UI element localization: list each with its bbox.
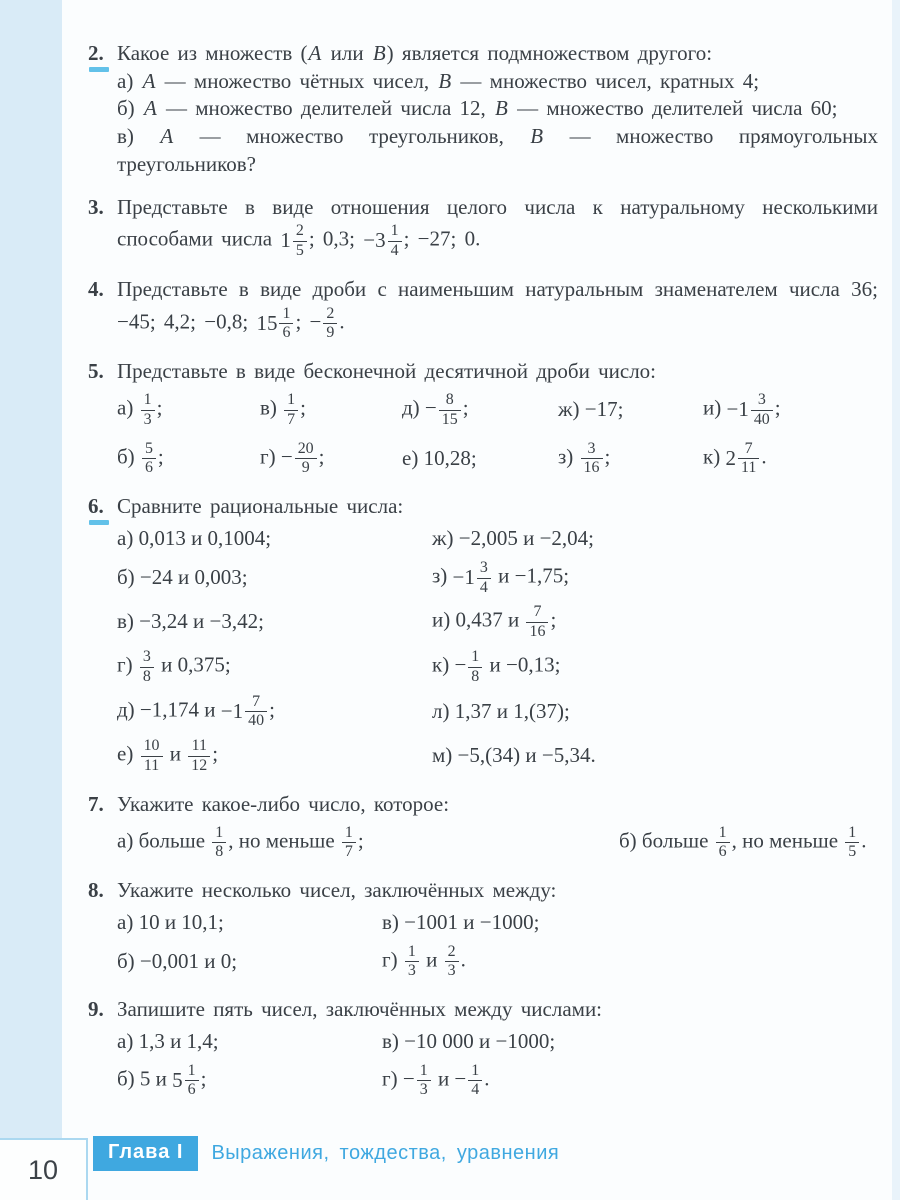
set-variable: A	[142, 68, 156, 93]
text-run: , но меньше	[731, 828, 844, 853]
task-item	[382, 1061, 878, 1101]
fraction-numerator: 2	[447, 942, 456, 960]
fraction-numerator: 2	[295, 222, 304, 240]
fraction-stack	[388, 222, 402, 261]
fraction	[210, 823, 228, 863]
task-subitems	[117, 1028, 878, 1100]
text-run: .	[484, 1066, 490, 1091]
fraction-denominator: 4	[388, 241, 402, 261]
text-run: ; −27; 0.	[403, 226, 481, 251]
fraction-whole-part: 2	[725, 445, 736, 470]
text-run: ж) −17;	[558, 396, 624, 421]
fraction-stack	[526, 603, 548, 642]
text-run: е) 10,28;	[402, 445, 477, 470]
fraction	[340, 823, 358, 863]
set-variable: B	[372, 41, 386, 65]
text-run: — множество чисел, кратных 4;	[452, 68, 760, 93]
task	[88, 276, 878, 343]
fraction-denominator: 3	[141, 410, 155, 430]
task-item	[117, 564, 432, 592]
text-run: в)	[260, 395, 283, 420]
fraction	[403, 942, 421, 982]
task-item	[117, 909, 382, 937]
fraction-denominator: 6	[142, 458, 156, 478]
task-item	[117, 647, 432, 687]
task-body	[117, 194, 878, 261]
fraction-denominator: 4	[468, 1080, 482, 1100]
task-body	[117, 996, 878, 1100]
fraction-numerator: 1	[215, 823, 224, 841]
task-item	[432, 742, 878, 770]
task-text	[117, 493, 878, 521]
task-body	[117, 493, 878, 776]
page-number-box	[0, 1138, 88, 1200]
text-run: г)	[117, 652, 138, 677]
text-run: ;	[462, 395, 469, 420]
chapter-title: Выражения, тождества, уравнения	[211, 1142, 560, 1164]
text-run: а) 1,3 и 1,4;	[117, 1028, 219, 1053]
text-run: ;	[357, 828, 364, 853]
text-run: ;	[269, 697, 275, 722]
text-run: Запишите пять чисел, заключённых между числами:	[117, 997, 603, 1022]
fraction-numerator: 1	[282, 304, 291, 322]
task-subitems	[117, 823, 878, 863]
task-item	[432, 525, 878, 553]
text-run: г)	[382, 947, 403, 972]
set-variable: A	[143, 96, 157, 121]
fraction	[466, 647, 484, 687]
fraction-stack	[185, 1062, 199, 1101]
fraction-stack	[477, 559, 491, 598]
task-text	[117, 194, 878, 261]
fraction	[139, 736, 165, 776]
task-text	[117, 358, 878, 386]
text-run: в) −3,24 и −3,42;	[117, 609, 264, 634]
fraction-numerator: 1	[407, 942, 416, 960]
task-text	[117, 791, 878, 819]
task-key-marker	[89, 67, 109, 72]
fraction-denominator: 7	[284, 410, 298, 430]
fraction-denominator: 4	[477, 578, 491, 598]
task-item	[117, 439, 260, 479]
task-number	[88, 276, 117, 343]
task-number	[88, 877, 117, 981]
fraction-stack	[279, 305, 293, 344]
page-number: 10	[27, 1154, 59, 1185]
task-subitems	[117, 909, 878, 981]
text-run: б)	[117, 96, 143, 121]
text-run: ; −	[295, 309, 322, 334]
fraction-numerator: 1	[419, 1061, 428, 1079]
task-item	[558, 396, 703, 424]
text-run: Какое из множеств (	[117, 41, 308, 65]
fraction-numerator: 1	[187, 1061, 196, 1079]
exercise-list	[88, 40, 878, 1115]
text-run: л) 1,37 и 1,(37);	[432, 698, 570, 723]
task-body	[117, 40, 878, 179]
text-run: б) −0,001 и 0;	[117, 948, 238, 973]
task-item	[117, 736, 432, 776]
fraction-stack	[142, 440, 156, 479]
task-item	[432, 698, 878, 726]
task-item	[703, 390, 878, 430]
text-run: д) −	[402, 395, 437, 420]
fraction-denominator: 16	[581, 458, 603, 478]
fraction	[138, 647, 156, 687]
fraction-denominator: 40	[751, 410, 773, 430]
task-item	[558, 439, 703, 479]
fraction	[579, 439, 605, 479]
task-text	[117, 276, 878, 343]
fraction	[714, 823, 732, 863]
fraction-denominator: 8	[212, 842, 226, 862]
text-run: б)	[117, 444, 140, 469]
fraction	[443, 942, 461, 982]
fraction-numerator: 1	[287, 391, 296, 408]
fraction-numerator: 7	[533, 603, 542, 621]
text-run: д) −1,174 и	[117, 697, 221, 722]
fraction-numerator: 1	[471, 647, 480, 665]
text-run: з)	[558, 444, 579, 469]
task	[88, 194, 878, 261]
fraction-stack	[141, 737, 163, 776]
text-run: и	[164, 741, 187, 766]
fraction-numerator: 10	[143, 737, 160, 755]
page-left-margin	[0, 0, 62, 1138]
fraction-denominator: 11	[738, 458, 759, 478]
fraction-numerator: 11	[191, 737, 207, 755]
text-run: к) −	[432, 652, 467, 677]
text-run: .	[460, 947, 466, 972]
text-run: — множество чётных чисел,	[156, 68, 438, 93]
text-run: .	[861, 828, 867, 853]
text-run: и −0,13;	[484, 652, 561, 677]
text-run: б) больше	[619, 828, 714, 853]
text-run: и −1,75;	[492, 563, 570, 588]
fraction	[843, 823, 861, 863]
task-key-marker	[89, 520, 109, 525]
text-run: и) 0,437 и	[432, 607, 525, 632]
fraction	[524, 602, 550, 642]
task-number	[88, 996, 117, 1100]
fraction-denominator: 3	[417, 1080, 431, 1100]
fraction	[415, 1061, 433, 1101]
text-run: и 0,375;	[155, 652, 231, 677]
set-variable: B	[530, 124, 544, 149]
text-run: и −	[432, 1066, 467, 1091]
task-item	[382, 942, 878, 982]
task-item	[703, 439, 878, 479]
text-run: и)	[703, 395, 727, 420]
fraction	[186, 736, 212, 776]
fraction-numerator: 3	[757, 391, 766, 408]
task	[88, 358, 878, 478]
task-text	[117, 40, 878, 68]
fraction-stack	[293, 222, 307, 261]
text-run: в)	[117, 124, 160, 149]
chapter-line	[93, 1136, 559, 1171]
task-item	[117, 525, 432, 553]
fraction-numerator: 5	[144, 439, 153, 457]
task	[88, 996, 878, 1100]
task-number	[88, 40, 117, 179]
text-run: ;	[157, 444, 164, 469]
fraction-stack	[188, 737, 210, 776]
fraction-whole-part: −1	[452, 564, 475, 589]
text-run: ;	[774, 395, 781, 420]
fraction	[293, 439, 319, 479]
text-run: Сравните рациональные числа:	[117, 494, 404, 519]
task-text	[117, 996, 878, 1024]
fraction-denominator: 3	[405, 961, 419, 981]
fraction	[437, 390, 463, 430]
task-item	[117, 1061, 382, 1101]
text-run: .	[761, 444, 767, 469]
text-run: з)	[432, 563, 453, 588]
fraction	[139, 390, 157, 430]
task-item	[619, 823, 878, 863]
text-run: ;	[212, 741, 219, 766]
fraction	[256, 304, 295, 344]
text-run: ;	[550, 607, 557, 632]
fraction-stack	[323, 305, 337, 344]
task-body	[117, 791, 878, 862]
fraction-whole-part: −1	[726, 396, 749, 421]
fraction-denominator: 7	[342, 842, 356, 862]
task-body	[117, 358, 878, 478]
fraction	[363, 221, 403, 261]
fraction-numerator: 3	[142, 647, 151, 665]
page-right-edge	[892, 0, 900, 1200]
text-run: в) −1001 и −1000;	[382, 909, 540, 934]
task-subitems	[117, 525, 878, 776]
text-run: — множество прямоугольных треугольников?	[117, 124, 878, 176]
page-footer	[0, 1134, 900, 1200]
text-run: а) 0,013 и 0,1004;	[117, 525, 272, 550]
task-number-label: 2.	[88, 41, 104, 65]
text-run: а) 10 и 10,1;	[117, 909, 224, 934]
task-number-label: 7.	[88, 791, 104, 816]
task-item	[432, 647, 878, 687]
fraction	[280, 221, 308, 261]
text-run: и	[420, 947, 443, 972]
task-number-label: 9.	[88, 997, 104, 1022]
fraction-stack	[845, 824, 859, 863]
text-run: ) является подмножеством другого:	[386, 41, 713, 65]
fraction-denominator: 40	[245, 711, 267, 731]
chapter-badge: Глава I	[93, 1136, 198, 1171]
fraction-whole-part: 1	[280, 228, 291, 253]
task-item	[382, 1028, 878, 1056]
text-run: а)	[117, 68, 142, 93]
task-item	[432, 558, 878, 598]
fraction-numerator: 1	[848, 823, 857, 841]
fraction	[321, 304, 339, 344]
text-run: ; 0,3;	[308, 226, 364, 251]
task-text	[117, 123, 878, 178]
fraction-numerator: 1	[143, 391, 152, 408]
text-run: Представьте в виде дроби с наименьшим натуральным знаменателем числа 36; −45; 4,2; −0,8;	[117, 276, 878, 334]
text-run: в) −10 000 и −1000;	[382, 1028, 556, 1053]
fraction-denominator: 6	[279, 323, 293, 343]
text-run: ;	[318, 444, 325, 469]
text-run: г) −	[382, 1066, 415, 1091]
fraction-numerator: 3	[479, 558, 488, 576]
text-run: Укажите какое-либо число, которое:	[117, 791, 450, 816]
fraction-stack	[445, 943, 459, 982]
fraction	[282, 390, 300, 430]
fraction-stack	[245, 693, 267, 732]
fraction	[172, 1061, 200, 1101]
fraction-stack	[284, 391, 298, 430]
task	[88, 40, 878, 179]
fraction-stack	[342, 824, 356, 863]
task-item	[117, 948, 382, 976]
fraction-stack	[716, 824, 730, 863]
text-run: — множество делителей числа 12,	[157, 96, 495, 121]
fraction-whole-part: 15	[256, 310, 278, 335]
fraction-stack	[581, 440, 603, 479]
task-number-label: 4.	[88, 276, 104, 301]
fraction-denominator: 5	[845, 842, 859, 862]
text-run: м) −5,(34) и −5,34.	[432, 743, 596, 768]
task-number-label: 8.	[88, 878, 104, 903]
text-run: Представьте в виде бесконечной десятичной дроби число:	[117, 359, 657, 384]
fraction	[453, 558, 493, 598]
task-text	[117, 95, 878, 123]
fraction-denominator: 8	[140, 667, 154, 687]
task-item	[117, 390, 260, 430]
text-run: , но меньше	[228, 828, 340, 853]
fraction-stack	[738, 440, 759, 479]
set-variable: A	[160, 124, 174, 149]
task-body	[117, 276, 878, 343]
task-item	[382, 909, 878, 937]
task	[88, 791, 878, 862]
fraction-numerator: 7	[252, 692, 261, 710]
set-variable: A	[308, 41, 322, 65]
fraction-denominator: 6	[716, 842, 730, 862]
fraction-stack	[439, 391, 461, 430]
fraction-numerator: 1	[718, 823, 727, 841]
task-number-label: 6.	[88, 494, 104, 519]
text-run: ;	[604, 444, 611, 469]
text-run: ;	[300, 395, 306, 420]
fraction-stack	[141, 391, 155, 430]
fraction-denominator: 9	[295, 458, 317, 478]
text-run: б) −24 и 0,003;	[117, 564, 248, 589]
task-number-label: 5.	[88, 359, 104, 384]
text-run: к)	[703, 444, 726, 469]
task-body	[117, 877, 878, 981]
set-variable: B	[495, 96, 508, 121]
fraction-denominator: 8	[468, 667, 482, 687]
text-run: — множество треугольников,	[174, 124, 530, 149]
text-run: б) 5 и	[117, 1066, 173, 1091]
task-number	[88, 358, 117, 478]
text-run: е)	[117, 741, 139, 766]
fraction-denominator: 5	[293, 241, 307, 261]
fraction-stack	[405, 943, 419, 982]
task	[88, 493, 878, 776]
task-item	[117, 823, 619, 863]
task-number-label: 3.	[88, 194, 104, 219]
fraction-denominator: 12	[188, 756, 210, 776]
text-run: г) −	[260, 444, 293, 469]
fraction-numerator: 8	[445, 391, 454, 408]
fraction-whole-part: −1	[220, 698, 244, 723]
set-variable: B	[438, 68, 452, 93]
text-run: а)	[117, 395, 139, 420]
text-run: — множество делителей числа 60;	[508, 96, 838, 121]
fraction-numerator: 7	[744, 439, 753, 457]
fraction-denominator: 6	[185, 1080, 199, 1100]
task-number	[88, 791, 117, 862]
task-text	[117, 68, 878, 96]
fraction	[221, 692, 269, 732]
task-item	[260, 439, 402, 479]
text-run: .	[339, 309, 345, 334]
fraction	[140, 439, 158, 479]
task	[88, 877, 878, 981]
fraction-stack	[295, 440, 317, 479]
task-number	[88, 194, 117, 261]
fraction	[726, 390, 774, 430]
text-run: Укажите несколько чисел, заключённых между:	[117, 878, 557, 903]
text-run: ;	[200, 1066, 207, 1091]
task-subitems	[117, 390, 878, 478]
fraction	[466, 1061, 484, 1101]
fraction-stack	[417, 1062, 431, 1101]
text-run: ;	[156, 395, 163, 420]
text-run: Представьте в виде отношения целого числа к натуральному несколькими способами числа	[117, 194, 878, 251]
text-run: ж) −2,005 и −2,04;	[432, 525, 595, 550]
fraction-stack	[468, 1062, 482, 1101]
fraction-whole-part: 5	[172, 1067, 183, 1092]
fraction-numerator: 1	[471, 1061, 480, 1079]
task-text	[117, 877, 878, 905]
fraction-numerator: 2	[326, 304, 335, 322]
task-item	[432, 602, 878, 642]
fraction-whole-part: −3	[363, 228, 386, 253]
fraction-denominator: 15	[439, 410, 461, 430]
task-item	[402, 390, 558, 430]
fraction-stack	[751, 391, 773, 430]
fraction-denominator: 11	[141, 756, 163, 776]
fraction-numerator: 1	[344, 823, 353, 841]
fraction-stack	[468, 648, 482, 687]
fraction-stack	[212, 824, 226, 863]
task-item	[260, 390, 402, 430]
task-item	[117, 692, 432, 732]
text-run: а) больше	[117, 828, 211, 853]
fraction-denominator: 3	[445, 961, 459, 981]
fraction-numerator: 3	[587, 439, 596, 457]
task-number	[88, 493, 117, 776]
task-item	[402, 445, 558, 473]
fraction-numerator: 20	[297, 439, 314, 457]
fraction-stack	[140, 648, 154, 687]
task-item	[117, 608, 432, 636]
fraction-numerator: 1	[390, 222, 399, 240]
fraction	[725, 439, 761, 479]
text-run: или	[322, 41, 372, 65]
fraction-denominator: 9	[323, 323, 337, 343]
fraction-denominator: 16	[526, 622, 548, 642]
task-item	[117, 1028, 382, 1056]
